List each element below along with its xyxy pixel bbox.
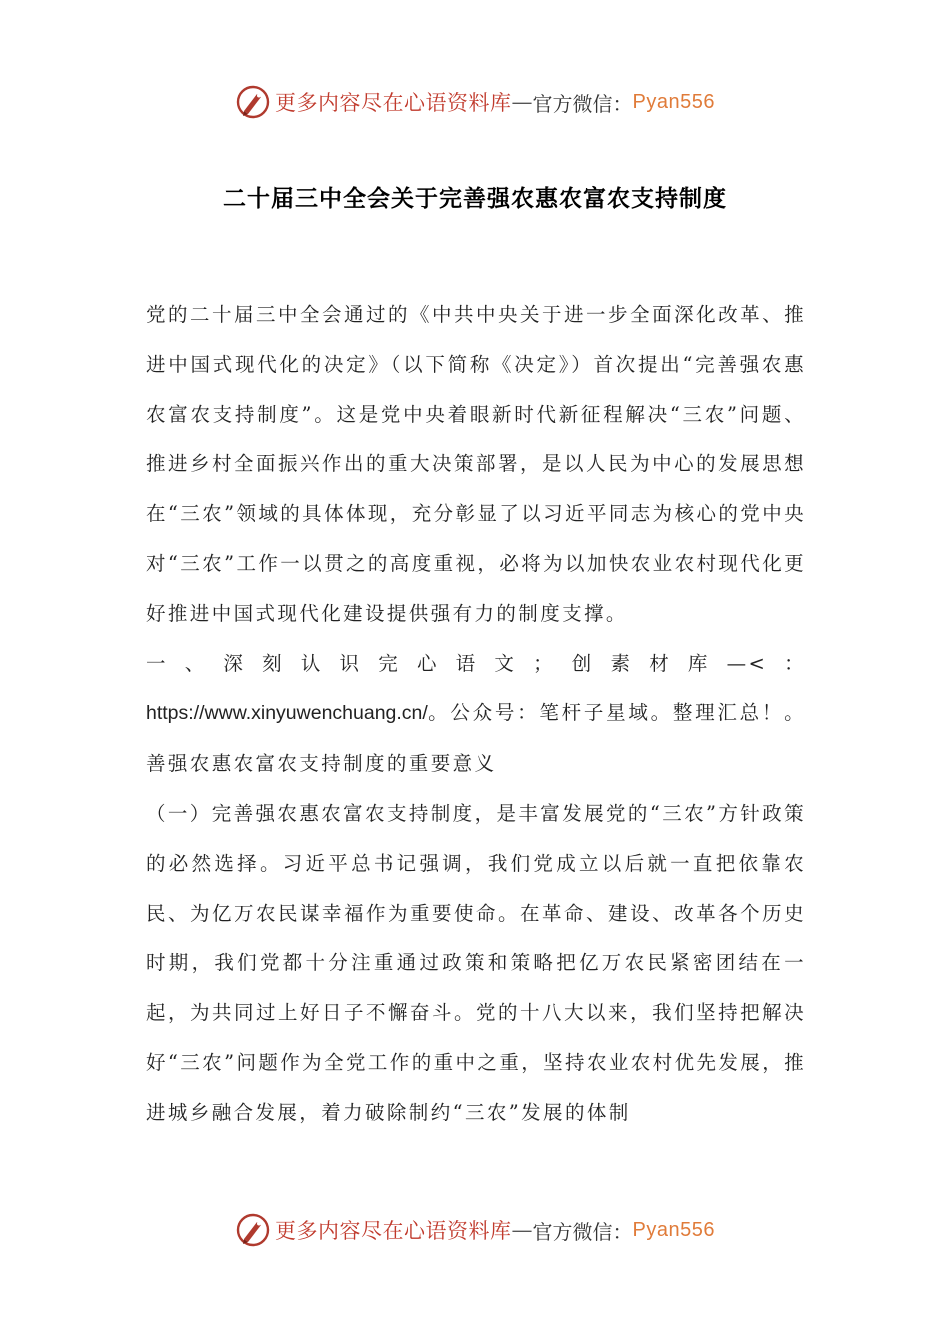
banner-wechat-id: Pyan556 [632, 90, 715, 113]
pen-logo-icon [235, 1212, 271, 1248]
header-banner [0, 80, 950, 124]
paragraph-section-1-1: （一）完善强农惠农富农支持制度，是丰富发展党的“三农”方针政策的必然选择。习近平总书记强调，我们党成立以后就一直把依靠农民、为亿万农民谋幸福作为重要使命。在革命、建设、改革各个历史时期，我们党都十分注重通过政策和策略把亿万农民紧密团结在一起，为共同过上好日子不懈奋斗。党的十八大以来，我们坚持把解决好“三农”问题作为全党工作的重中之重，坚持农业农村优先发展，推进城乡融合发展，着力破除制约“三农”发展的体制 [146, 801, 806, 1124]
pen-logo-icon [235, 84, 271, 120]
banner-dash: — [511, 1218, 533, 1242]
banner-text: 更多内容尽在心语资料库 [275, 91, 512, 115]
banner-dash: — [511, 90, 533, 114]
banner-wechat-id: Pyan556 [632, 1218, 715, 1241]
document-body [146, 290, 806, 1138]
heading1-suffix: 。公众号：笔杆子星域。整理汇总！。善强农惠农富农支持制度的重要意义 [146, 701, 806, 776]
banner-wechat-label: 官方微信： [532, 91, 633, 116]
banner-wechat-label: 官方微信： [532, 1219, 633, 1244]
section-heading-1 [146, 639, 806, 789]
heading1-prefix: 一、深刻认识完心语文；创素材库—<： [146, 651, 806, 675]
document-title: 二十届三中全会关于完善强农惠农富农支持制度 [223, 185, 727, 212]
website-link[interactable]: https://www.xinyuwenchuang.cn/ [146, 702, 428, 725]
footer-banner [0, 1208, 950, 1252]
paragraph-intro: 党的二十届三中全会通过的《中共中央关于进一步全面深化改革、推进中国式现代化的决定》（以下简称《决定》）首次提出“完善强农惠农富农支持制度”。这是党中央着眼新时代新征程解决“三农”问题、推进乡村全面振兴作出的重大决策部署，是以人民为中心的发展思想在“三农”领域的具体体现，充分彰显了以习近平同志为核心的党中央对“三农”工作一以贯之的高度重视，必将为以加快农业农村现代化更好推进中国式现代化建设提供强有力的制度支撑。 [146, 303, 806, 625]
banner-text: 更多内容尽在心语资料库 [275, 1219, 512, 1243]
